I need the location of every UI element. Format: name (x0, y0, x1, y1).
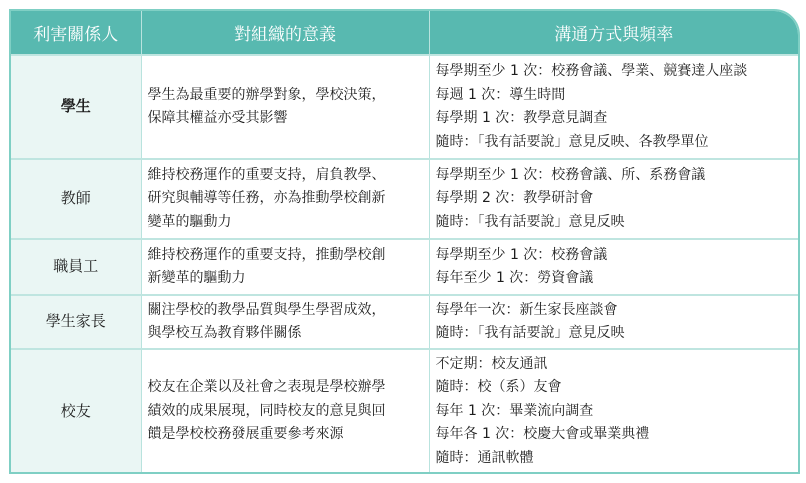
header-meaning: 對組織的意義 (141, 11, 429, 55)
methods-cell (429, 295, 798, 349)
meaning-cell (141, 295, 429, 349)
method-line: 每學期 2 次：教學研討會 (435, 190, 594, 207)
meaning-line: 維持校務運作的重要支持，肩負教學、 (147, 166, 386, 183)
meaning-line: 饋是學校校務發展重要參考來源 (147, 426, 344, 443)
method-line: 每學期至少 1 次：校務會議、所、系務會議 (435, 166, 706, 183)
meaning-line: 新變革的驅動力 (147, 270, 246, 286)
method-line: 隨時：「我有話要說」意見反映 (435, 213, 625, 230)
meaning-cell (141, 349, 429, 473)
meaning-line: 保障其權益亦受其影響 (147, 110, 288, 126)
meaning-line: 與學校互為教育夥伴關係 (147, 325, 302, 341)
table-row (11, 349, 798, 473)
meaning-line: 變革的驅動力 (147, 213, 232, 230)
table-row (11, 55, 798, 159)
table-row (11, 159, 798, 239)
method-line: 每週 1 次：導生時間 (435, 86, 566, 103)
methods-cell (429, 349, 798, 473)
method-line: 每年各 1 次：校慶大會或畢業典禮 (435, 426, 650, 443)
table-header-row (11, 11, 798, 55)
meaning-line: 研究與輔導等任務，亦為推動學校創新 (147, 190, 386, 207)
methods-cell (429, 239, 798, 295)
stakeholder-cell: 職員工 (11, 239, 141, 295)
method-line: 不定期：校友通訊 (435, 355, 548, 372)
meaning-line: 績效的成果展現，同時校友的意見與回 (147, 402, 386, 419)
meaning-line: 校友在企業以及社會之表現是學校辦學 (147, 379, 386, 396)
method-line: 每學期至少 1 次：校務會議 (435, 246, 608, 263)
meaning-cell (141, 239, 429, 295)
stakeholder-table (11, 11, 798, 473)
method-line: 隨時：「我有話要說」意見反映 (435, 325, 625, 341)
method-line: 隨時：「我有話要說」意見反映、各教學單位 (435, 133, 709, 150)
method-line: 每年至少 1 次：勞資會議 (435, 270, 594, 286)
method-line: 隨時：通訊軟體 (435, 449, 534, 466)
stakeholder-table-frame (9, 9, 800, 474)
meaning-line: 維持校務運作的重要支持，推動學校創 (147, 246, 386, 263)
methods-cell (429, 159, 798, 239)
stakeholder-cell: 校友 (11, 349, 141, 473)
table-row (11, 239, 798, 295)
meaning-cell (141, 55, 429, 159)
method-line: 每學期至少 1 次：校務會議、學業、競賽達人座談 (435, 63, 748, 79)
meaning-line: 學生為最重要的辦學對象，學校決策， (147, 86, 386, 103)
stakeholder-cell: 學生家長 (11, 295, 141, 349)
method-line: 每年 1 次：畢業流向調查 (435, 402, 594, 419)
stakeholder-cell: 學生 (11, 55, 141, 159)
stakeholder-cell: 教師 (11, 159, 141, 239)
header-stakeholder: 利害關係人 (11, 11, 141, 55)
meaning-cell (141, 159, 429, 239)
method-line: 每學年一次：新生家長座談會 (435, 301, 618, 318)
method-line: 每學期 1 次：教學意見調查 (435, 110, 608, 126)
method-line: 隨時：校（系）友會 (435, 379, 562, 396)
meaning-line: 關注學校的教學品質與學生學習成效， (147, 301, 386, 318)
methods-cell (429, 55, 798, 159)
table-row (11, 295, 798, 349)
header-communication: 溝通方式與頻率 (429, 11, 798, 55)
